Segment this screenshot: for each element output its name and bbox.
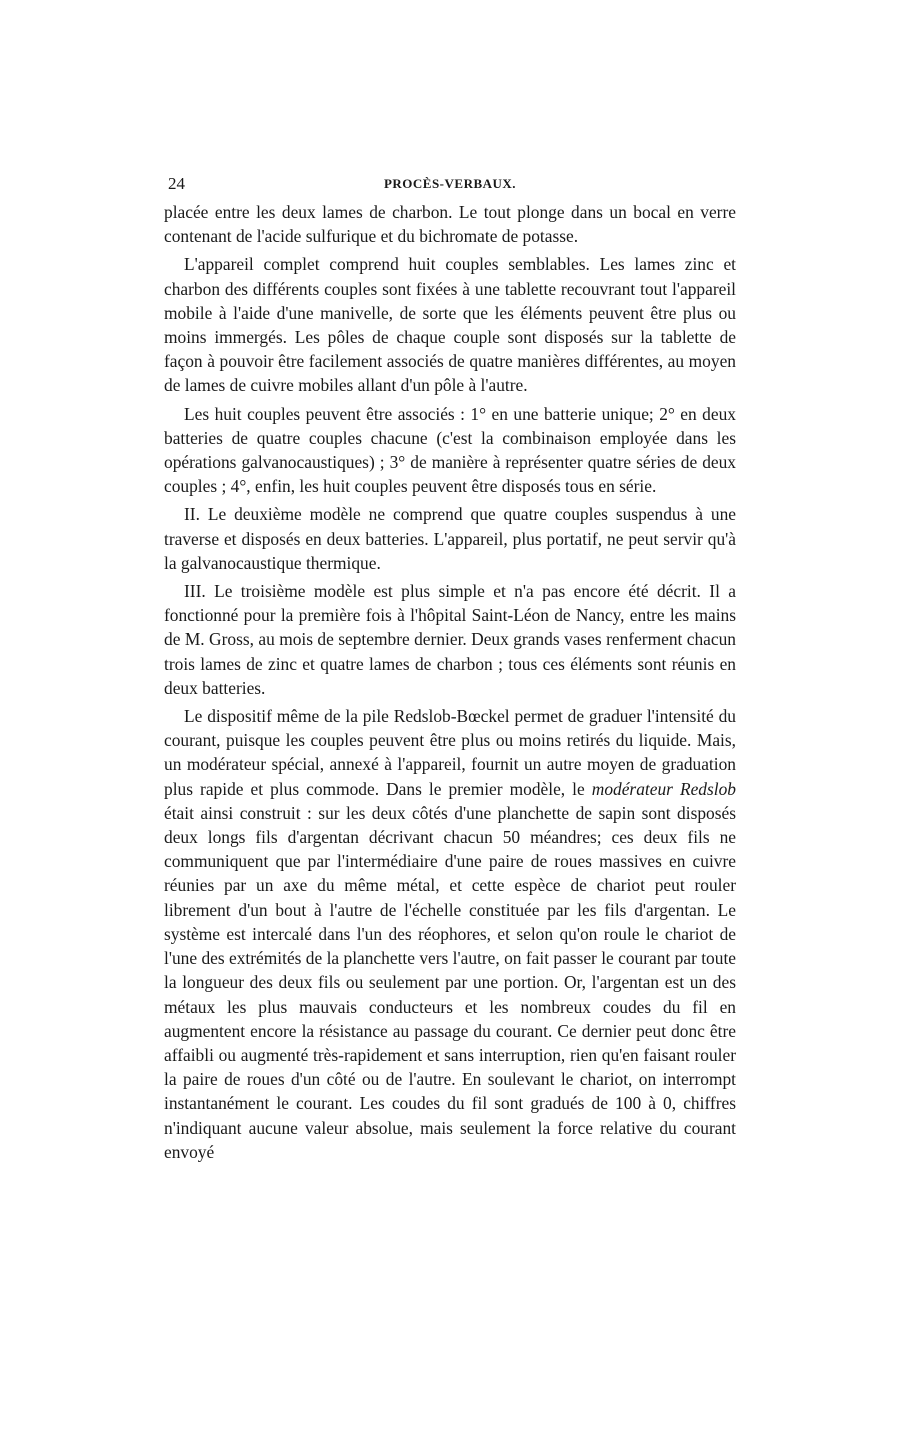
paragraph-associations: Les huit couples peuvent être associés : 1° en une batterie unique; 2° en deux batteries de quatre couples chacune (c'est la combinaison employée dans les opérations galvanocaustiques) ; 3° de manière à représenter quatre séries de deux couples ; 4°, enfin, les huit couples peuvent être disposés tous en série. bbox=[164, 403, 736, 497]
running-title: PROCÈS-VERBAUX. bbox=[383, 176, 517, 191]
moderator-text-end: était ainsi construit : sur les deux côtés d'une planchette de sapin sont disposés deux longs fils d'argentan décrivant chacun 50 méandres; ces deux fils ne communiquent que par l'intermédiaire d'une paire de roues massives en cuivre réunies par un axe du même métal, et cette espèce de chariot peut rouler librement d'un bout à l'autre de l'échelle constituée par les fils d'argentan. Le système est intercalé dans l'un des réophores, et selon qu'on roule le chariot de l'une des extrémités de la planchette vers l'autre, on fait passer le courant par toute la longueur des deux fils ou seulement par une portion. Or, l'argentan est un des métaux les plus mauvais conducteurs et les nombreux coudes du fil en augmentent encore la résistance au passage du courant. Ce dernier peut donc être affaibli ou augmenté très-rapidement et sans interruption, rien qu'en faisant rouler la paire de roues d'un côté ou de l'autre. En soulevant le chariot, on interrompt instantanément le courant. Les coudes du fil sont gradués de 100 à 0, chiffres n'indiquant aucune valeur absolue, mais seulement la force relative du courant envoyé bbox=[164, 802, 736, 1162]
moderator-name: modérateur Redslob bbox=[591, 778, 736, 799]
paragraph-second-model: II. Le deuxième modèle ne comprend que quatre couples suspendus à une traverse et disposés en deux batteries. L'appareil, plus portatif, ne peut servir qu'à la galvanocaustique thermique. bbox=[164, 504, 736, 573]
document-page bbox=[164, 172, 736, 1164]
moderator-text-start: Le dispositif même de la pile Redslob-Bœckel permet de graduer l'intensité du courant, puisque les couples peuvent être plus ou moins retirés du liquide. Mais, un modérateur spécial, annexé à l'appareil, fournit un autre moyen de graduation plus rapide et plus commode. Dans le premier modèle, le bbox=[164, 706, 736, 799]
page-number: 24 bbox=[168, 174, 185, 193]
body-text bbox=[164, 200, 736, 1164]
paragraph-third-model: III. Le troisième modèle est plus simple et n'a pas encore été décrit. Il a fonctionné pour la première fois à l'hôpital Saint-Léon de Nancy, entre les mains de M. Gross, au mois de septembre dernier. Deux grands vases renferment chacun trois lames de zinc et quatre lames de charbon ; tous ces éléments sont réunis en deux batteries. bbox=[164, 581, 736, 698]
paragraph-continuation: placée entre les deux lames de charbon. Le tout plonge dans un bocal en verre contenant de l'acide sulfurique et du bichromate de potasse. bbox=[164, 202, 736, 247]
running-head bbox=[164, 172, 736, 196]
paragraph-apparatus: L'appareil complet comprend huit couples semblables. Les lames zinc et charbon des différents couples sont fixées à une tablette recouvrant tout l'appareil mobile à l'aide d'une manivelle, de sorte que les éléments peuvent être plus ou moins immergés. Les pôles de chaque couple sont disposés sur la tablette de façon à pouvoir être facilement associés de quatre manières différentes, au moyen de lames de cuivre mobiles allant d'un pôle à l'autre. bbox=[164, 254, 736, 396]
paragraph-moderator bbox=[164, 704, 736, 1164]
